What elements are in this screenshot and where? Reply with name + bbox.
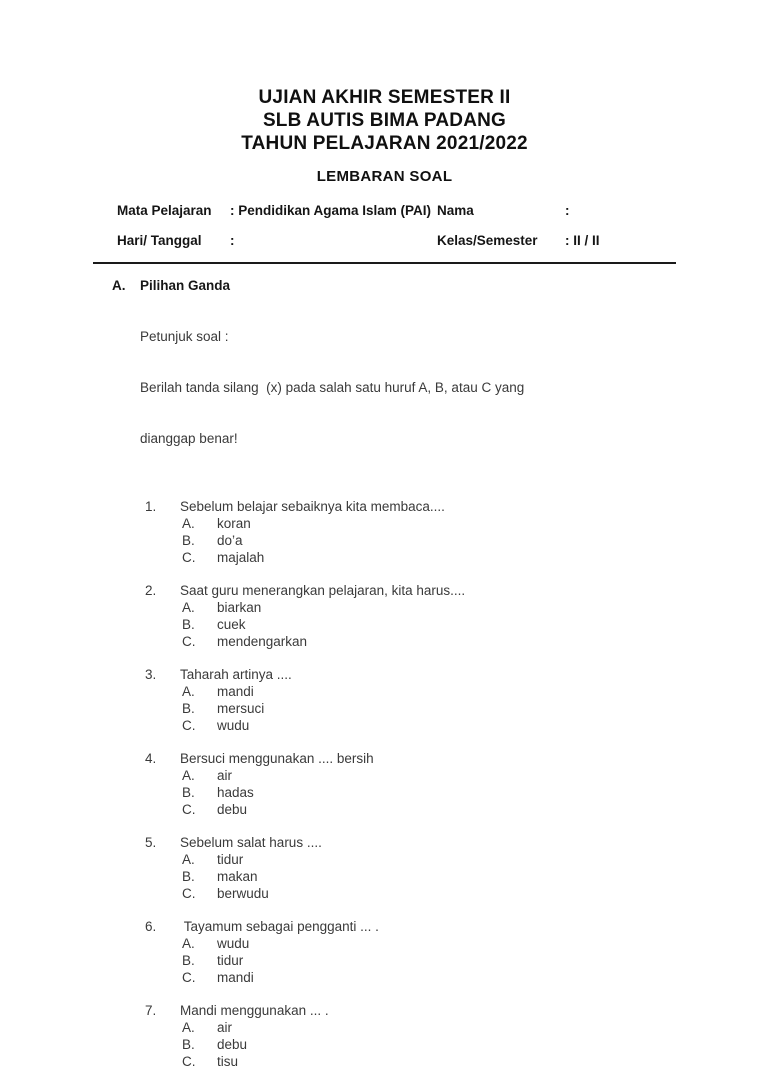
option-text: berwudu — [217, 886, 269, 901]
question-text-row — [145, 918, 676, 935]
question-options — [182, 767, 676, 818]
question-options — [182, 599, 676, 650]
date-label: Hari/ Tanggal — [117, 233, 202, 248]
option-text: majalah — [217, 550, 265, 565]
document-header — [93, 86, 676, 186]
option-text: biarkan — [217, 600, 262, 615]
question-number: 6. — [145, 919, 157, 934]
question-7 — [145, 1002, 676, 1070]
meta-row-date-class — [117, 232, 676, 249]
option-letter: B. — [182, 869, 195, 884]
option-letter: B. — [182, 785, 195, 800]
question-text: Saat guru menerangkan pelajaran, kita harus.... — [180, 583, 466, 598]
question-number: 3. — [145, 667, 157, 682]
instruction-line: Berilah tanda silang (x) pada salah satu huruf A, B, atau C yang — [140, 380, 525, 395]
question-text: Taharah artinya .... — [180, 667, 292, 682]
option-b — [182, 532, 676, 549]
option-b — [182, 700, 676, 717]
question-text-row — [145, 750, 676, 767]
option-letter: C. — [182, 634, 196, 649]
option-letter: C. — [182, 718, 196, 733]
option-text: mersuci — [217, 701, 265, 716]
class-semester-label: Kelas/Semester — [437, 233, 538, 248]
question-text: Mandi menggunakan ... . — [180, 1003, 329, 1018]
exam-title-line-3: TAHUN PELAJARAN 2021/2022 — [241, 133, 528, 154]
option-text: mandi — [217, 970, 254, 985]
option-text: air — [217, 768, 233, 783]
option-text: do’a — [217, 533, 243, 548]
header-divider — [93, 262, 676, 264]
option-letter: A. — [182, 768, 195, 783]
question-list — [145, 498, 676, 1070]
meta-row-subject-name — [117, 202, 676, 219]
option-text: air — [217, 1020, 233, 1035]
option-text: debu — [217, 802, 248, 817]
question-text-row — [145, 834, 676, 851]
section-a-header — [112, 277, 676, 294]
option-c — [182, 1053, 676, 1070]
question-number: 1. — [145, 499, 157, 514]
option-letter: C. — [182, 1054, 196, 1069]
question-number: 4. — [145, 751, 157, 766]
option-c — [182, 549, 676, 566]
question-number: 2. — [145, 583, 157, 598]
option-letter: A. — [182, 600, 195, 615]
option-letter: A. — [182, 936, 195, 951]
option-text: hadas — [217, 785, 254, 800]
option-text: tidur — [217, 953, 244, 968]
question-options — [182, 935, 676, 986]
option-text: tisu — [217, 1054, 239, 1069]
section-instructions — [140, 294, 676, 481]
option-letter: A. — [182, 684, 195, 699]
question-options — [182, 515, 676, 566]
exam-title-line-2: SLB AUTIS BIMA PADANG — [262, 110, 507, 131]
option-letter: C. — [182, 886, 196, 901]
question-4 — [145, 750, 676, 818]
option-letter: C. — [182, 970, 196, 985]
subject-label: Mata Pelajaran — [117, 203, 212, 218]
option-b — [182, 784, 676, 801]
sheet-label: LEMBARAN SOAL — [316, 168, 453, 185]
exam-meta — [117, 202, 676, 249]
option-a — [182, 851, 676, 868]
question-3 — [145, 666, 676, 734]
option-text: mendengarkan — [217, 634, 308, 649]
option-b — [182, 616, 676, 633]
option-text: koran — [217, 516, 251, 531]
section-title: Pilihan Ganda — [140, 278, 231, 293]
question-options — [182, 1019, 676, 1070]
option-a — [182, 683, 676, 700]
option-c — [182, 717, 676, 734]
question-text-row — [145, 582, 676, 599]
section-letter: A. — [112, 278, 126, 293]
instruction-line: dianggap benar! — [140, 431, 238, 446]
option-text: cuek — [217, 617, 246, 632]
option-letter: A. — [182, 852, 195, 867]
option-text: tidur — [217, 852, 244, 867]
student-name-label: Nama — [437, 203, 474, 218]
option-letter: B. — [182, 953, 195, 968]
question-1 — [145, 498, 676, 566]
date-value: : — [230, 233, 235, 248]
option-a — [182, 767, 676, 784]
option-a — [182, 599, 676, 616]
question-6 — [145, 918, 676, 986]
option-b — [182, 1036, 676, 1053]
option-letter: B. — [182, 701, 195, 716]
option-a — [182, 1019, 676, 1036]
student-name-value: : — [565, 203, 570, 218]
question-text: Sebelum salat harus .... — [180, 835, 322, 850]
section-a — [93, 277, 676, 481]
option-b — [182, 868, 676, 885]
question-text: Tayamum sebagai pengganti ... . — [180, 919, 379, 934]
option-letter: C. — [182, 550, 196, 565]
question-text-row — [145, 1002, 676, 1019]
option-text: wudu — [217, 718, 250, 733]
option-c — [182, 801, 676, 818]
question-number: 7. — [145, 1003, 157, 1018]
question-options — [182, 851, 676, 902]
question-number: 5. — [145, 835, 157, 850]
option-c — [182, 633, 676, 650]
option-a — [182, 515, 676, 532]
question-2 — [145, 582, 676, 650]
option-text: makan — [217, 869, 258, 884]
question-text: Bersuci menggunakan .... bersih — [180, 751, 374, 766]
option-letter: B. — [182, 533, 195, 548]
option-b — [182, 952, 676, 969]
subject-value: : Pendidikan Agama Islam (PAI) — [230, 203, 432, 218]
instruction-line: Petunjuk soal : — [140, 329, 229, 344]
question-text-row — [145, 498, 676, 515]
option-a — [182, 935, 676, 952]
option-letter: B. — [182, 617, 195, 632]
exam-title-line-1: UJIAN AKHIR SEMESTER II — [258, 87, 511, 108]
option-letter: A. — [182, 1020, 195, 1035]
option-c — [182, 885, 676, 902]
question-5 — [145, 834, 676, 902]
question-text-row — [145, 666, 676, 683]
question-options — [182, 683, 676, 734]
option-text: wudu — [217, 936, 250, 951]
option-letter: B. — [182, 1037, 195, 1052]
option-letter: A. — [182, 516, 195, 531]
option-letter: C. — [182, 802, 196, 817]
option-text: mandi — [217, 684, 254, 699]
option-text: debu — [217, 1037, 248, 1052]
option-c — [182, 969, 676, 986]
question-text: Sebelum belajar sebaiknya kita membaca.... — [180, 499, 445, 514]
class-semester-value: : II / II — [565, 233, 600, 248]
